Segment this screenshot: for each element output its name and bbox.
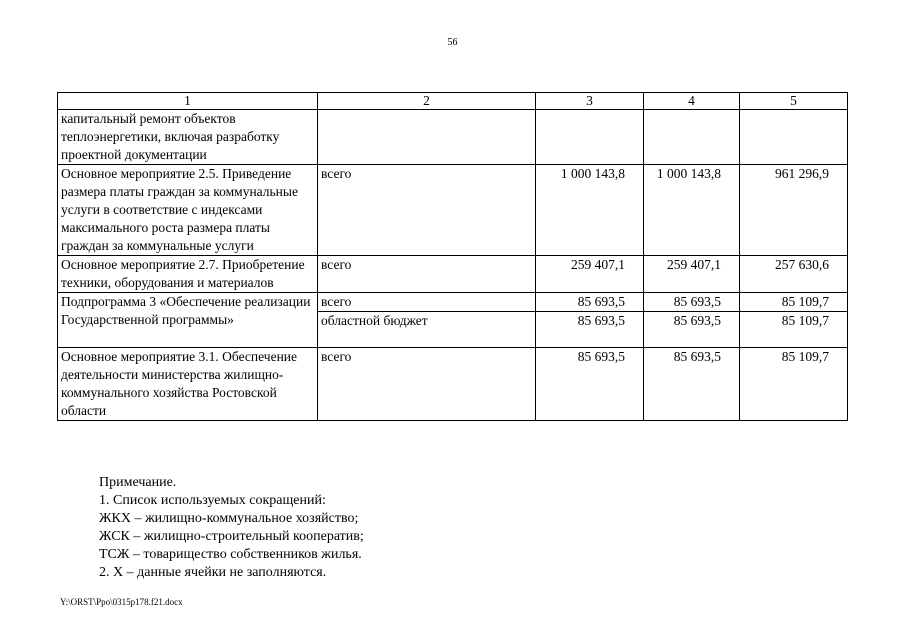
- row-value-col5: [740, 110, 848, 165]
- row-value-col4: 85 693,5: [644, 293, 740, 312]
- header-cell: 5: [740, 93, 848, 110]
- row-name: Основное мероприятие 3.1. Обеспечение деятельности министерства жилищно-коммунального хозяйства Ростовской области: [58, 348, 318, 421]
- row-value-col5: 961 296,9: [740, 165, 848, 256]
- table-row: [58, 293, 848, 312]
- row-source: всего: [318, 293, 536, 312]
- row-value-col5: 257 630,6: [740, 256, 848, 293]
- row-value-col5: 85 109,7: [740, 312, 848, 348]
- row-value-col3: 85 693,5: [536, 348, 644, 421]
- header-cell: 3: [536, 93, 644, 110]
- note-line: 1. Список используемых сокращений:: [99, 493, 326, 508]
- row-value-col5: 85 109,7: [740, 348, 848, 421]
- row-name: капитальный ремонт объектов теплоэнергетики, включая разработку проектной документации: [58, 110, 318, 165]
- row-source: всего: [318, 348, 536, 421]
- row-name: Подпрограмма 3 «Обеспечение реализации Государственной программы»: [58, 293, 318, 348]
- note-line: ТСЖ – товарищество собственников жилья.: [99, 547, 362, 562]
- row-source: областной бюджет: [318, 312, 536, 348]
- row-value-col3: 259 407,1: [536, 256, 644, 293]
- row-name: Основное мероприятие 2.7. Приобретение техники, оборудования и материалов: [58, 256, 318, 293]
- row-value-col5: 85 109,7: [740, 293, 848, 312]
- footer-file-path: Y:\ORST\Ppo\0315p178.f21.docx: [60, 597, 183, 607]
- row-value-col4: 85 693,5: [644, 312, 740, 348]
- note-heading: Примечание.: [99, 475, 177, 490]
- row-value-col4: 85 693,5: [644, 348, 740, 421]
- row-value-col4: 1 000 143,8: [644, 165, 740, 256]
- table-row: [58, 165, 848, 256]
- note-line: ЖСК – жилищно-строительный кооператив;: [99, 529, 364, 544]
- table-header-row: [58, 93, 848, 110]
- row-value-col4: 259 407,1: [644, 256, 740, 293]
- row-source: [318, 110, 536, 165]
- row-value-col3: 85 693,5: [536, 293, 644, 312]
- note-line: 2. Х – данные ячейки не заполняются.: [99, 565, 327, 580]
- notes-block: [99, 474, 364, 582]
- page-number: 56: [447, 37, 458, 48]
- table-row: [58, 348, 848, 421]
- row-source: всего: [318, 165, 536, 256]
- row-source: всего: [318, 256, 536, 293]
- row-value-col3: 1 000 143,8: [536, 165, 644, 256]
- table-row: [58, 256, 848, 293]
- header-cell: 4: [644, 93, 740, 110]
- row-value-col4: [644, 110, 740, 165]
- table-row: [58, 110, 848, 165]
- note-line: ЖКХ – жилищно-коммунальное хозяйство;: [99, 511, 359, 526]
- header-cell: 2: [318, 93, 536, 110]
- row-value-col3: [536, 110, 644, 165]
- row-name: Основное мероприятие 2.5. Приведение размера платы граждан за коммунальные услуги в соответствие с индексами максимального роста размера платы граждан за коммунальные услуги: [58, 165, 318, 256]
- row-value-col3: 85 693,5: [536, 312, 644, 348]
- header-cell: 1: [58, 93, 318, 110]
- budget-table: [57, 92, 848, 421]
